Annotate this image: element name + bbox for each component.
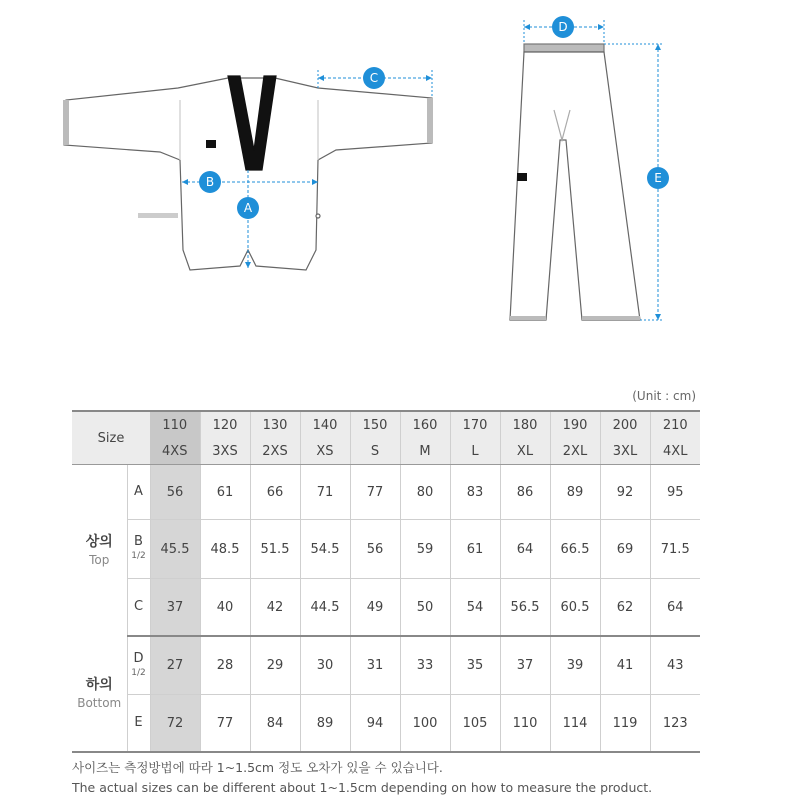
pants-logo <box>517 173 527 181</box>
value-cell: 61 <box>200 465 250 520</box>
value-cell: 64 <box>500 520 550 579</box>
measure-row-d <box>72 636 700 695</box>
value-cell: 94 <box>350 695 400 753</box>
value-cell: 110 <box>500 695 550 753</box>
pants-outline <box>510 52 640 320</box>
note-english: The actual sizes can be different about 1~1.5cm depending on how to measure the product. <box>72 780 653 795</box>
value-cell: 30 <box>300 636 350 695</box>
value-cell: 77 <box>200 695 250 753</box>
garment-measurement-diagram <box>0 0 800 360</box>
pants-illustration <box>510 44 640 320</box>
size-label: 4XL <box>650 438 700 465</box>
size-number: 140 <box>300 411 350 438</box>
value-cell: 51.5 <box>250 520 300 579</box>
pants-waistband <box>524 44 604 52</box>
size-label: XS <box>300 438 350 465</box>
row-label-a: A <box>127 465 150 520</box>
value-cell: 86 <box>500 465 550 520</box>
value-cell: 50 <box>400 579 450 637</box>
size-label: S <box>350 438 400 465</box>
value-cell: 40 <box>200 579 250 637</box>
value-cell: 83 <box>450 465 500 520</box>
value-cell: 42 <box>250 579 300 637</box>
value-cell: 29 <box>250 636 300 695</box>
size-number-row <box>72 411 700 438</box>
row-label-d: D 1/2 <box>127 636 150 695</box>
value-cell: 95 <box>650 465 700 520</box>
belt-tail <box>138 213 178 218</box>
value-cell: 48.5 <box>200 520 250 579</box>
value-cell: 89 <box>550 465 600 520</box>
value-cell: 54.5 <box>300 520 350 579</box>
marker-a-label: A <box>243 201 253 215</box>
top-group-ko: 상의 <box>85 533 113 550</box>
measure-row-a <box>72 465 700 520</box>
value-cell: 27 <box>150 636 200 695</box>
measure-row-c <box>72 579 700 637</box>
size-label: M <box>400 438 450 465</box>
value-cell: 28 <box>200 636 250 695</box>
size-number: 130 <box>250 411 300 438</box>
value-cell: 37 <box>500 636 550 695</box>
value-cell: 37 <box>150 579 200 637</box>
unit-label: (Unit : cm) <box>632 389 696 403</box>
value-cell: 77 <box>350 465 400 520</box>
value-cell: 39 <box>550 636 600 695</box>
marker-b-label: B <box>205 175 215 189</box>
size-label: 2XL <box>550 438 600 465</box>
value-cell: 33 <box>400 636 450 695</box>
value-cell: 35 <box>450 636 500 695</box>
marker-c-label: C <box>369 71 379 85</box>
marker-d-label: D <box>558 20 568 34</box>
size-number: 190 <box>550 411 600 438</box>
value-cell: 56.5 <box>500 579 550 637</box>
size-number: 180 <box>500 411 550 438</box>
value-cell: 56 <box>150 465 200 520</box>
size-label: L <box>450 438 500 465</box>
top-group-label <box>72 465 127 637</box>
value-cell: 71 <box>300 465 350 520</box>
value-cell: 44.5 <box>300 579 350 637</box>
value-cell: 80 <box>400 465 450 520</box>
value-cell: 71.5 <box>650 520 700 579</box>
size-label: 3XL <box>600 438 650 465</box>
size-label-row <box>72 438 700 465</box>
size-number: 170 <box>450 411 500 438</box>
value-cell: 105 <box>450 695 500 753</box>
size-number: 160 <box>400 411 450 438</box>
bottom-group-en: Bottom <box>77 695 122 710</box>
size-header: Size <box>72 411 150 465</box>
value-cell: 59 <box>400 520 450 579</box>
value-cell: 54 <box>450 579 500 637</box>
size-number: 200 <box>600 411 650 438</box>
size-number: 120 <box>200 411 250 438</box>
measure-row-b <box>72 520 700 579</box>
value-cell: 60.5 <box>550 579 600 637</box>
size-label: 2XS <box>250 438 300 465</box>
value-cell: 89 <box>300 695 350 753</box>
row-label-e: E <box>127 695 150 753</box>
value-cell: 123 <box>650 695 700 753</box>
measure-row-e <box>72 695 700 753</box>
value-cell: 49 <box>350 579 400 637</box>
size-label: XL <box>500 438 550 465</box>
value-cell: 41 <box>600 636 650 695</box>
size-label: 4XS <box>150 438 200 465</box>
jacket-tie <box>316 214 320 218</box>
size-number: 210 <box>650 411 700 438</box>
row-label-b: B 1/2 <box>127 520 150 579</box>
value-cell: 43 <box>650 636 700 695</box>
size-number: 150 <box>350 411 400 438</box>
marker-e-label: E <box>654 171 662 185</box>
value-cell: 119 <box>600 695 650 753</box>
value-cell: 62 <box>600 579 650 637</box>
bottom-group-ko: 하의 <box>85 676 113 693</box>
value-cell: 72 <box>150 695 200 753</box>
value-cell: 92 <box>600 465 650 520</box>
value-cell: 31 <box>350 636 400 695</box>
value-cell: 45.5 <box>150 520 200 579</box>
value-cell: 56 <box>350 520 400 579</box>
bottom-group-label <box>72 636 127 752</box>
row-label-c: C <box>127 579 150 637</box>
value-cell: 61 <box>450 520 500 579</box>
top-group-en: Top <box>89 552 110 567</box>
note-korean: 사이즈는 측정방법에 따라 1~1.5cm 정도 오차가 있을 수 있습니다. <box>72 760 443 775</box>
size-chart-table <box>72 410 700 753</box>
value-cell: 84 <box>250 695 300 753</box>
size-number: 110 <box>150 411 200 438</box>
value-cell: 114 <box>550 695 600 753</box>
value-cell: 69 <box>600 520 650 579</box>
value-cell: 64 <box>650 579 700 637</box>
jacket-logo <box>206 140 216 148</box>
value-cell: 66 <box>250 465 300 520</box>
value-cell: 100 <box>400 695 450 753</box>
size-label: 3XS <box>200 438 250 465</box>
value-cell: 66.5 <box>550 520 600 579</box>
